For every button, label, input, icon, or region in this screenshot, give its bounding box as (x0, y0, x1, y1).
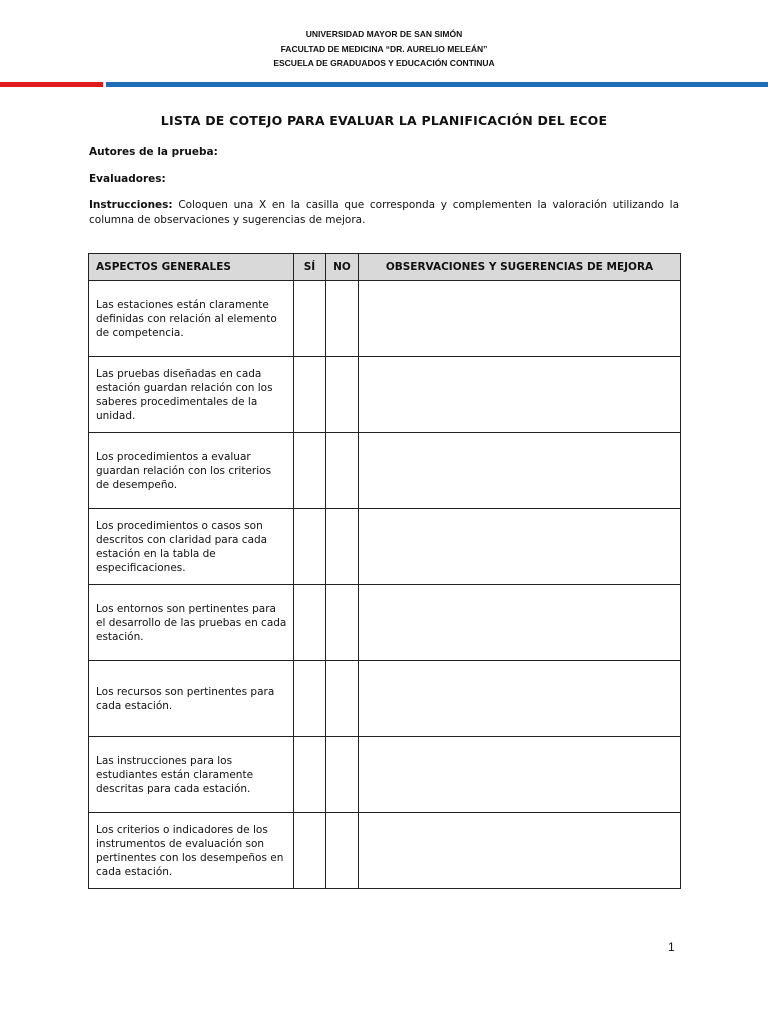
header-divider-blue (106, 82, 768, 87)
table-header-row (89, 254, 681, 281)
university-name: UNIVERSIDAD MAYOR DE SAN SIMÓN (305, 29, 463, 39)
institution-header (0, 27, 768, 71)
yes-checkbox-cell[interactable] (294, 661, 326, 737)
aspect-cell: Los recursos son pertinentes para cada estación. (89, 661, 294, 737)
yes-checkbox-cell[interactable] (294, 509, 326, 585)
table-row (89, 737, 681, 813)
table-row (89, 357, 681, 433)
aspect-cell: Las estaciones están claramente definidas con relación al elemento de competencia. (89, 281, 294, 357)
yes-checkbox-cell[interactable] (294, 585, 326, 661)
no-checkbox-cell[interactable] (326, 281, 359, 357)
table-row (89, 661, 681, 737)
observations-cell[interactable] (359, 433, 681, 509)
no-checkbox-cell[interactable] (326, 661, 359, 737)
authors-field: Autores de la prueba: (89, 146, 218, 158)
no-checkbox-cell[interactable] (326, 737, 359, 813)
no-checkbox-cell[interactable] (326, 585, 359, 661)
aspect-cell: Los procedimientos a evaluar guardan relación con los criterios de desempeño. (89, 433, 294, 509)
document-title: LISTA DE COTEJO PARA EVALUAR LA PLANIFICACIÓN DEL ECOE (160, 113, 608, 128)
observations-cell[interactable] (359, 585, 681, 661)
aspect-cell: Las pruebas diseñadas en cada estación guardan relación con los saberes procedimentales de la unidad. (89, 357, 294, 433)
school-name: ESCUELA DE GRADUADOS Y EDUCACIÓN CONTINUA (273, 58, 495, 68)
observations-cell[interactable] (359, 813, 681, 889)
table-row (89, 281, 681, 357)
page-number: 1 (668, 940, 675, 954)
yes-checkbox-cell[interactable] (294, 281, 326, 357)
column-header-observations: OBSERVACIONES Y SUGERENCIAS DE MEJORA (359, 254, 681, 281)
table-row (89, 509, 681, 585)
evaluators-field: Evaluadores: (89, 173, 166, 185)
observations-cell[interactable] (359, 509, 681, 585)
instructions (89, 198, 679, 228)
column-header-no: NO (326, 254, 359, 281)
faculty-name: FACULTAD DE MEDICINA “DR. AURELIO MELEÁN” (280, 43, 488, 54)
instructions-label: Instrucciones: (89, 199, 173, 211)
yes-checkbox-cell[interactable] (294, 357, 326, 433)
aspect-cell: Los criterios o indicadores de los instrumentos de evaluación son pertinentes con los desempeños en cada estación. (89, 813, 294, 889)
aspect-cell: Los entornos son pertinentes para el desarrollo de las pruebas en cada estación. (89, 585, 294, 661)
table-row (89, 433, 681, 509)
no-checkbox-cell[interactable] (326, 433, 359, 509)
observations-cell[interactable] (359, 661, 681, 737)
observations-cell[interactable] (359, 357, 681, 433)
table-row (89, 813, 681, 889)
observations-cell[interactable] (359, 281, 681, 357)
yes-checkbox-cell[interactable] (294, 433, 326, 509)
no-checkbox-cell[interactable] (326, 357, 359, 433)
observations-cell[interactable] (359, 737, 681, 813)
header-divider-red (0, 82, 103, 87)
aspect-cell: Los procedimientos o casos son descritos con claridad para cada estación en la tabla de especificaciones. (89, 509, 294, 585)
column-header-yes: SÍ (294, 254, 326, 281)
instructions-text: Coloquen una X en la casilla que corresponda y complementen la valoración utilizando la columna de observaciones y sugerencias de mejora. (89, 199, 679, 226)
aspect-cell: Las instrucciones para los estudiantes están claramente descritas para cada estación. (89, 737, 294, 813)
yes-checkbox-cell[interactable] (294, 737, 326, 813)
checklist-table (88, 253, 681, 889)
no-checkbox-cell[interactable] (326, 509, 359, 585)
column-header-aspects: ASPECTOS GENERALES (89, 254, 294, 281)
yes-checkbox-cell[interactable] (294, 813, 326, 889)
table-row (89, 585, 681, 661)
no-checkbox-cell[interactable] (326, 813, 359, 889)
